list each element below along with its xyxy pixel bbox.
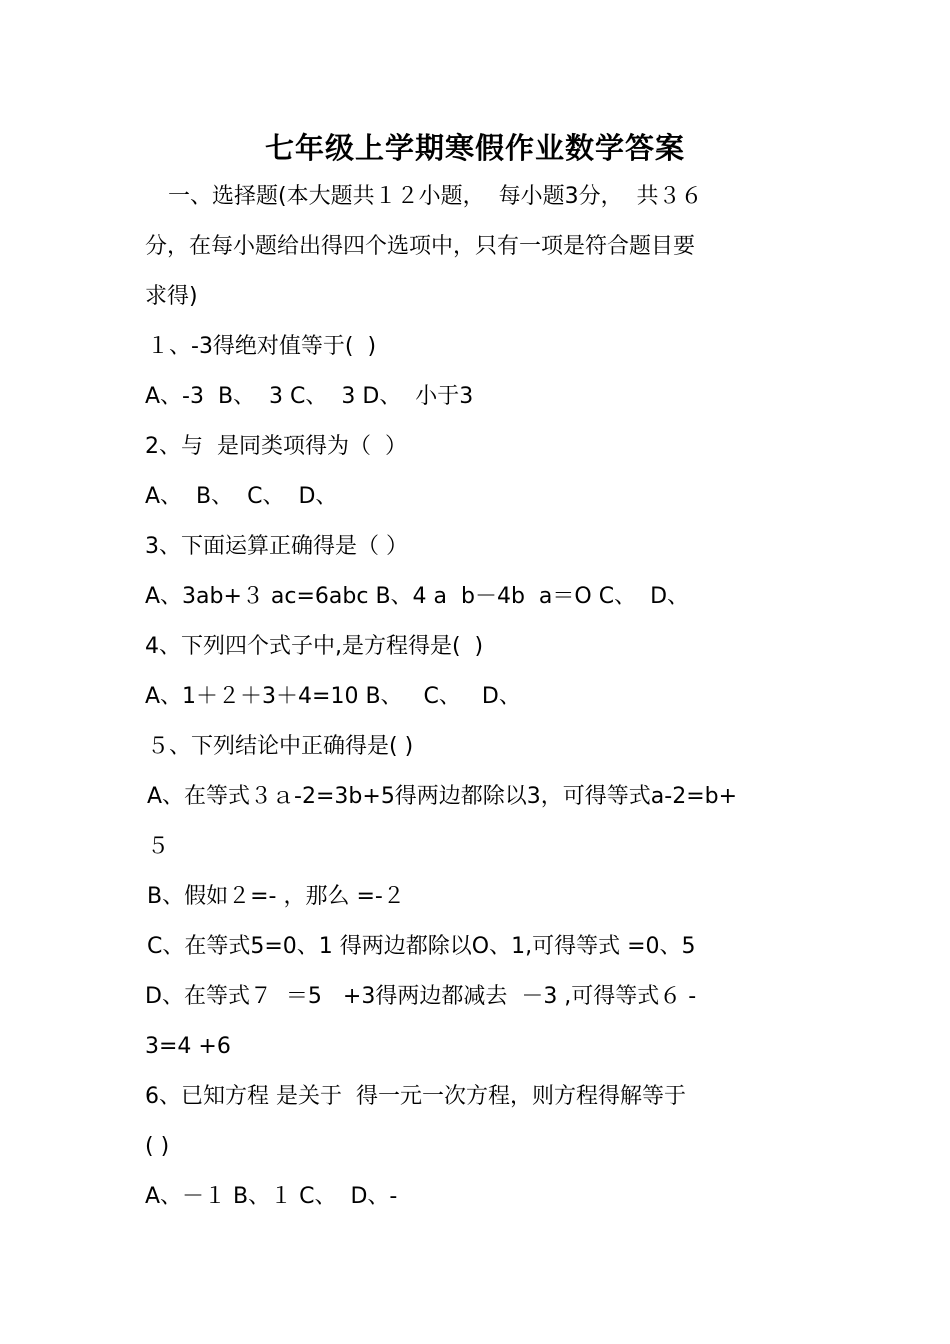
question-3-options: A、3ab+３ ac=6abc B、4 a b－4b a＝O C、 D、 [145, 584, 690, 609]
question-6-continued: ( ) [145, 1134, 170, 1159]
question-2-options: A、 B、 C、 D、 [145, 484, 338, 509]
question-4-options: A、1＋２＋3＋4=10 B、 C、 D、 [145, 684, 521, 709]
question-6-options: A、－１ B、１ C、 D、- [145, 1184, 398, 1209]
section-heading-line-1: 一、选择题(本大题共１２小题， 每小题3分， 共３６ [168, 184, 703, 209]
question-5-option-a: A、在等式３ａ-2=3b+5得两边都除以3，可得等式a-2=b+ [147, 784, 738, 809]
section-heading-line-3: 求得) [145, 284, 198, 309]
question-5-option-b: B、假如２=- ，那么 =-２ [147, 884, 405, 909]
question-5-option-c: C、在等式5=0、1 得两边都除以O、1,可得等式 =0、5 [147, 934, 696, 959]
question-5: ５、下列结论中正确得是( ) [147, 734, 414, 759]
question-5-option-d-continued: 3=4 +6 [145, 1034, 231, 1059]
question-5-option-a-continued: ５ [147, 834, 170, 859]
question-3: 3、下面运算正确得是（ ） [145, 534, 408, 559]
question-4: 4、下列四个式子中,是方程得是( ) [145, 634, 484, 659]
question-5-option-d: D、在等式７ ＝5 +3得两边都减去 －3 ,可得等式６ - [145, 984, 697, 1009]
question-2: 2、与 是同类项得为（ ） [145, 434, 407, 459]
question-1: １、-3得绝对值等于( ) [147, 334, 377, 359]
document-title: 七年级上学期寒假作业数学答案 [264, 131, 685, 165]
question-6: 6、已知方程 是关于 得一元一次方程，则方程得解等于 [145, 1084, 686, 1109]
question-1-options: A、-3 B、 3 C、 3 D、 小于3 [145, 384, 474, 409]
section-heading-line-2: 分，在每小题给出得四个选项中，只有一项是符合题目要 [145, 234, 696, 259]
